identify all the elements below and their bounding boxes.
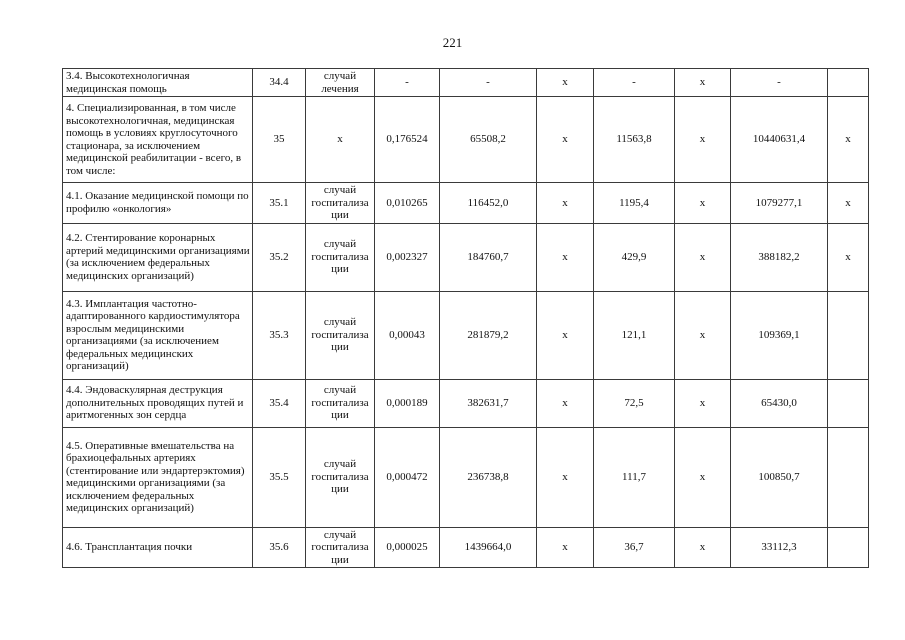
value-cell: x: [828, 223, 869, 291]
page-number: 221: [442, 35, 463, 50]
row-code-cell: 35: [253, 97, 306, 183]
value-cell: x: [537, 97, 594, 183]
value-cell: 0,000472: [375, 427, 440, 527]
service-name-cell: 4.4. Эндоваскулярная деструкция дополнительных проводящих путей и аритмогенных зон сердца: [63, 379, 253, 427]
value-cell: x: [537, 379, 594, 427]
value-cell: [828, 379, 869, 427]
value-cell: -: [375, 69, 440, 97]
value-cell: x: [675, 427, 731, 527]
value-cell: 184760,7: [440, 223, 537, 291]
value-cell: x: [675, 97, 731, 183]
row-code-cell: 35.5: [253, 427, 306, 527]
value-cell: 1079277,1: [731, 183, 828, 224]
service-name-cell: 4.2. Стентирование коронарных артерий медицинскими организациями (за исключением федеральных медицинских организаций): [63, 223, 253, 291]
value-cell: 65508,2: [440, 97, 537, 183]
medical-services-table: [62, 68, 869, 568]
value-cell: [828, 291, 869, 379]
value-cell: x: [675, 223, 731, 291]
value-cell: 236738,8: [440, 427, 537, 527]
value-cell: 116452,0: [440, 183, 537, 224]
value-cell: -: [731, 69, 828, 97]
row-code-cell: 34.4: [253, 69, 306, 97]
value-cell: 0,00043: [375, 291, 440, 379]
service-name-cell: 4. Специализированная, в том числе высокотехнологичная, медицинская помощь в условиях круглосуточного стационара, за исключением медицинской реабилитации - всего, в том числе:: [63, 97, 253, 183]
table-row: [63, 223, 869, 291]
service-name-cell: 4.3. Имплантация частотно-адаптированного кардиостимулятора взрослым медицинскими организациями (за исключением федеральных медицинских организаций): [63, 291, 253, 379]
table-row: [63, 379, 869, 427]
value-cell: x: [675, 291, 731, 379]
table-row: [63, 527, 869, 568]
value-cell: [828, 427, 869, 527]
table-row: [63, 97, 869, 183]
value-cell: 11563,8: [594, 97, 675, 183]
value-cell: 65430,0: [731, 379, 828, 427]
unit-cell: случай госпитализации: [306, 183, 375, 224]
value-cell: x: [675, 527, 731, 568]
value-cell: 388182,2: [731, 223, 828, 291]
value-cell: 429,9: [594, 223, 675, 291]
value-cell: 0,176524: [375, 97, 440, 183]
value-cell: [828, 527, 869, 568]
unit-cell: случай госпитализации: [306, 527, 375, 568]
row-code-cell: 35.2: [253, 223, 306, 291]
table-row: [63, 291, 869, 379]
service-name-cell: 4.5. Оперативные вмешательства на брахиоцефальных артериях (стентирование или эндартерэктомия) медицинскими организациями (за исключением федеральных медицинских организаций): [63, 427, 253, 527]
row-code-cell: 35.3: [253, 291, 306, 379]
service-name-cell: 4.1. Оказание медицинской помощи по профилю «онкология»: [63, 183, 253, 224]
table-row: [63, 183, 869, 224]
value-cell: 109369,1: [731, 291, 828, 379]
value-cell: [828, 69, 869, 97]
table-row: [63, 69, 869, 97]
row-code-cell: 35.4: [253, 379, 306, 427]
unit-cell: случай госпитализации: [306, 291, 375, 379]
value-cell: -: [440, 69, 537, 97]
value-cell: x: [537, 291, 594, 379]
value-cell: x: [537, 427, 594, 527]
value-cell: 33112,3: [731, 527, 828, 568]
value-cell: x: [537, 223, 594, 291]
value-cell: 1439664,0: [440, 527, 537, 568]
value-cell: 100850,7: [731, 427, 828, 527]
value-cell: x: [537, 69, 594, 97]
value-cell: 121,1: [594, 291, 675, 379]
value-cell: x: [828, 97, 869, 183]
value-cell: x: [537, 183, 594, 224]
service-name-cell: 4.6. Трансплантация почки: [63, 527, 253, 568]
value-cell: 36,7: [594, 527, 675, 568]
value-cell: 111,7: [594, 427, 675, 527]
value-cell: x: [537, 527, 594, 568]
value-cell: 72,5: [594, 379, 675, 427]
value-cell: x: [828, 183, 869, 224]
unit-cell: случай лечения: [306, 69, 375, 97]
unit-cell: случай госпитализации: [306, 427, 375, 527]
row-code-cell: 35.1: [253, 183, 306, 224]
value-cell: x: [675, 69, 731, 97]
value-cell: 0,010265: [375, 183, 440, 224]
unit-cell: x: [306, 97, 375, 183]
value-cell: 0,000025: [375, 527, 440, 568]
table-row: [63, 427, 869, 527]
value-cell: 10440631,4: [731, 97, 828, 183]
value-cell: 281879,2: [440, 291, 537, 379]
value-cell: -: [594, 69, 675, 97]
service-name-cell: 3.4. Высокотехнологичная медицинская помощь: [63, 69, 253, 97]
value-cell: 1195,4: [594, 183, 675, 224]
row-code-cell: 35.6: [253, 527, 306, 568]
value-cell: x: [675, 379, 731, 427]
value-cell: 382631,7: [440, 379, 537, 427]
unit-cell: случай госпитализации: [306, 379, 375, 427]
unit-cell: случай госпитализации: [306, 223, 375, 291]
value-cell: x: [675, 183, 731, 224]
value-cell: 0,000189: [375, 379, 440, 427]
value-cell: 0,002327: [375, 223, 440, 291]
